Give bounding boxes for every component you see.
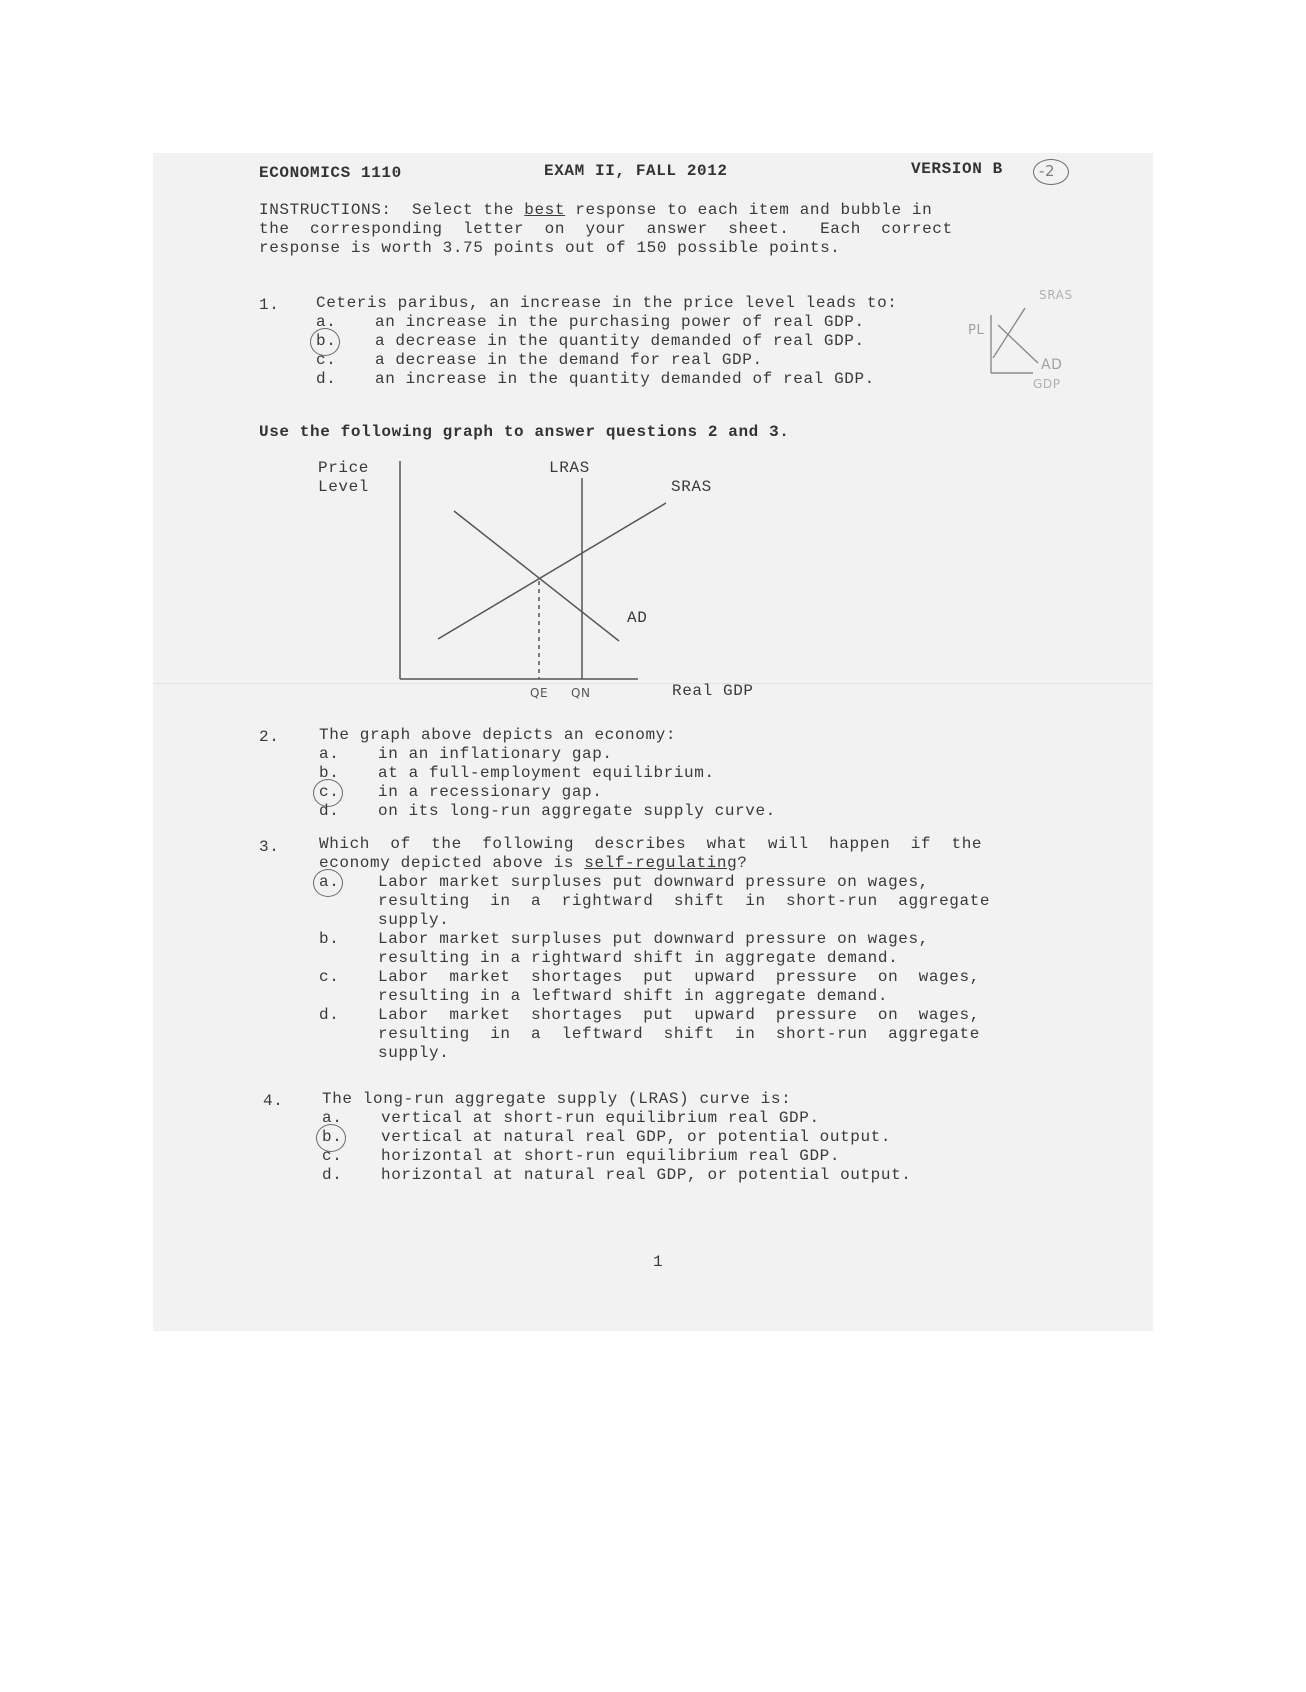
q1-letter-b: b. — [316, 332, 337, 350]
q2-stem: The graph above depicts an economy: — [319, 726, 677, 744]
q1-stem: Ceteris paribus, an increase in the price level leads to: — [316, 294, 898, 312]
q4-letter-a: a. — [322, 1109, 343, 1127]
q3-option-a-line-3: supply. — [378, 911, 450, 929]
q3-letter-d: d. — [319, 1006, 340, 1024]
q3-option-d-line-3: supply. — [378, 1044, 450, 1062]
q3-option-c-line-1: Labor market shortages put upward pressure on wages, — [378, 968, 980, 986]
q3-letter-c: c. — [319, 968, 340, 986]
instructions-emphasis: best — [524, 201, 566, 219]
q3-letter-b: b. — [319, 930, 340, 948]
sketch-gdp-label: GDP — [1033, 377, 1061, 391]
q4-option-c: horizontal at short-run equilibrium real GDP. — [381, 1147, 841, 1165]
q1-letter-a: a. — [316, 313, 337, 331]
qe-label: QE — [530, 686, 549, 700]
q2-option-b: at a full-employment equilibrium. — [378, 764, 715, 782]
q1-option-c: a decrease in the demand for real GDP. — [375, 351, 763, 369]
q4-letter-d: d. — [322, 1166, 343, 1184]
x-axis-label: Real GDP — [672, 682, 754, 700]
ad-label: AD — [627, 609, 648, 627]
q4-option-b: vertical at natural real GDP, or potential output. — [381, 1128, 892, 1146]
q4-letter-c: c. — [322, 1147, 343, 1165]
instructions-line-1: INSTRUCTIONS: Select the best response to each item and bubble in — [259, 201, 933, 219]
q1-option-b: a decrease in the quantity demanded of real GDP. — [375, 332, 865, 350]
q4-letter-b: b. — [322, 1128, 343, 1146]
q3-option-a-line-2: resulting in a rightward shift in short-run aggregate — [378, 892, 991, 910]
qn-label: QN — [571, 686, 591, 700]
sras-label: SRAS — [671, 478, 712, 496]
sketch-ad-label: AD — [1041, 357, 1063, 373]
q2-option-c: in a recessionary gap. — [378, 783, 603, 801]
q4-option-d: horizontal at natural real GDP, or potential output. — [381, 1166, 912, 1184]
q3-option-b-line-2: resulting in a rightward shift in aggregate demand. — [378, 949, 899, 967]
instructions-line-2: the corresponding letter on your answer sheet. Each correct — [259, 220, 953, 238]
q3-number: 3. — [259, 838, 280, 856]
q1-option-a: an increase in the purchasing power of real GDP. — [375, 313, 865, 331]
q3-option-b-line-1: Labor market surpluses put downward pressure on wages, — [378, 930, 929, 948]
q2-number: 2. — [259, 728, 280, 746]
y-axis-label-line-2: Level — [318, 478, 370, 496]
q2-option-a: in an inflationary gap. — [378, 745, 613, 763]
q3-option-d-line-2: resulting in a leftward shift in short-run aggregate — [378, 1025, 980, 1043]
q4-stem: The long-run aggregate supply (LRAS) curve is: — [322, 1090, 792, 1108]
q3-stem-underlined: self-regulating — [584, 854, 738, 872]
q3-letter-a: a. — [319, 873, 340, 891]
q1-number: 1. — [259, 296, 280, 314]
ad-line — [454, 511, 619, 641]
q2-letter-b: b. — [319, 764, 340, 782]
q2-option-d: on its long-run aggregate supply curve. — [378, 802, 776, 820]
q3-option-d-line-1: Labor market shortages put upward pressure on wages, — [378, 1006, 980, 1024]
instructions-line-3: response is worth 3.75 points out of 150 possible points. — [259, 239, 841, 257]
q2-letter-d: d. — [319, 802, 340, 820]
q4-number: 4. — [263, 1092, 284, 1110]
q3-option-a-line-1: Labor market surpluses put downward pressure on wages, — [378, 873, 929, 891]
q4-option-a: vertical at short-run equilibrium real GDP. — [381, 1109, 820, 1127]
q3-option-c-line-2: resulting in a leftward shift in aggregate demand. — [378, 987, 889, 1005]
q2-letter-c: c. — [319, 783, 340, 801]
sketch-pl-label: PL — [968, 323, 985, 338]
score-mark: -2 — [1039, 162, 1056, 180]
q2-letter-a: a. — [319, 745, 340, 763]
exam-page — [153, 153, 1153, 1331]
exam-title: EXAM II, FALL 2012 — [544, 162, 728, 180]
course-title: ECONOMICS 1110 — [259, 164, 402, 182]
sketch-sras-label: SRAS — [1039, 288, 1073, 302]
q1-letter-c: c. — [316, 351, 337, 369]
graph-intro: Use the following graph to answer questions 2 and 3. — [259, 423, 790, 441]
q3-stem-line-2: economy depicted above is self-regulating? — [319, 854, 748, 872]
y-axis-label-line-1: Price — [318, 459, 370, 477]
q3-stem-line-1: Which of the following describes what will happen if the — [319, 835, 983, 853]
q3-answer-circle — [313, 869, 343, 897]
q1-option-d: an increase in the quantity demanded of real GDP. — [375, 370, 875, 388]
q1-letter-d: d. — [316, 370, 337, 388]
version-label: VERSION B — [911, 160, 1003, 178]
page-number: 1 — [653, 1253, 664, 1271]
lras-label: LRAS — [549, 459, 590, 477]
